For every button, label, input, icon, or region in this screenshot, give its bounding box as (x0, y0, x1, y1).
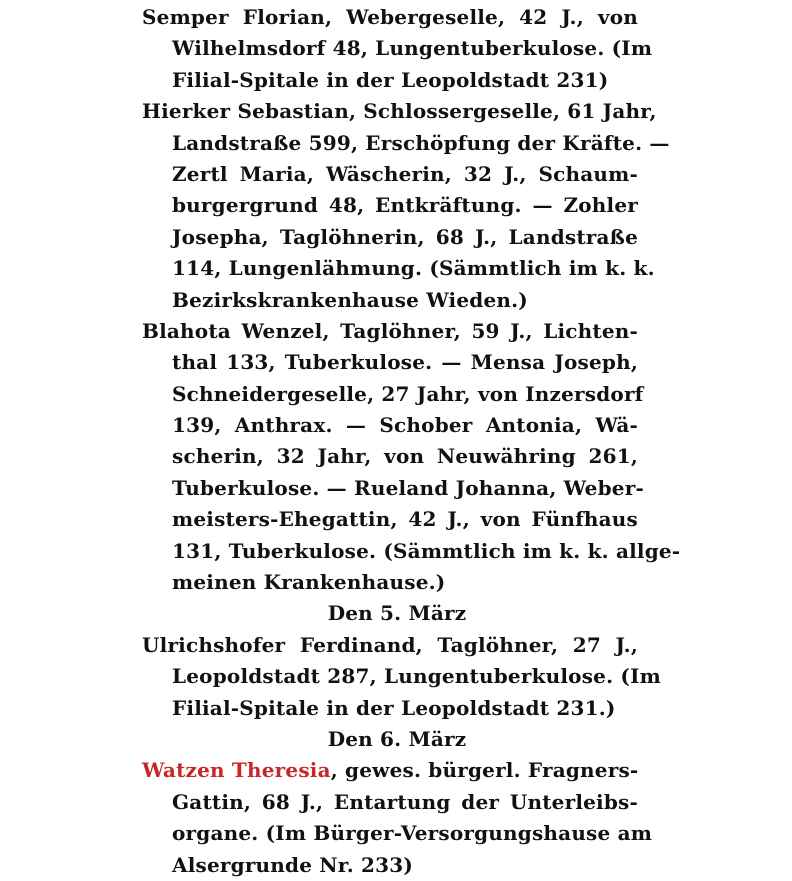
register-entry (142, 2, 653, 96)
entry-line: Schneidergeselle, 27 Jahr, von Inzersdorf (172, 381, 644, 406)
register-entry (142, 316, 681, 599)
entry-line: Landstraße 599, Erschöpfung der Kräfte. — (172, 130, 670, 155)
entry-line: organe. (Im Bürger-Versorgungshause am (172, 821, 653, 846)
register-entry (142, 96, 670, 316)
register-entry (142, 755, 653, 881)
register-entry (142, 630, 661, 724)
entry-line: burgergrund 48, Entkräftung. — Zohler (172, 193, 638, 218)
entry-line: meisters-Ehegattin, 42 J., von Fünfhaus (172, 507, 638, 532)
entry-line: Zertl Maria, Wäscherin, 32 J., Schaum- (172, 161, 638, 186)
entry-line: Blahota Wenzel, Taglöhner, 59 J., Lichten- (142, 318, 638, 343)
entry-line-text: , gewes. bürgerl. Fragners- (330, 758, 639, 783)
entry-line: meinen Krankenhause.) (172, 570, 446, 595)
entry-line: Josepha, Taglöhnerin, 68 J., Landstraße (172, 224, 638, 249)
entry-line: Filial-Spitale in der Leopoldstadt 231.) (172, 695, 616, 720)
entry-line (142, 755, 638, 786)
entry-line: Filial-Spitale in der Leopoldstadt 231) (172, 67, 609, 92)
entry-line: 114, Lungenlähmung. (Sämmtlich im k. k. (172, 256, 655, 281)
entry-line: Semper Florian, Webergeselle, 42 J., von (142, 5, 638, 29)
highlighted-name: Watzen Theresia (142, 758, 331, 783)
entry-line: Bezirkskrankenhause Wieden.) (172, 287, 528, 312)
date-heading: Den 6. März (327, 726, 467, 751)
entry-line: 131, Tuberkulose. (Sämmtlich im k. k. allge- (172, 538, 681, 563)
entry-line: Tuberkulose. — Rueland Johanna, Weber- (172, 475, 644, 500)
entry-line: Hierker Sebastian, Schlossergeselle, 61 Jahr, (142, 99, 657, 124)
entry-line: Gattin, 68 J., Entartung der Unterleibs- (172, 789, 638, 814)
date-heading: Den 5. März (327, 601, 467, 626)
death-register-column (142, 2, 681, 881)
entry-line: Wilhelmsdorf 48, Lungentuberkulose. (Im (172, 36, 653, 61)
entry-line: 139, Anthrax. — Schober Antonia, Wä- (172, 413, 638, 438)
entry-line: scherin, 32 Jahr, von Neuwähring 261, (172, 444, 638, 469)
entry-line: thal 133, Tuberkulose. — Mensa Joseph, (172, 350, 638, 375)
entry-line: Leopoldstadt 287, Lungentuberkulose. (Im (172, 664, 661, 689)
entry-line: Ulrichshofer Ferdinand, Taglöhner, 27 J., (142, 632, 638, 657)
entry-line: Alsergrunde Nr. 233) (172, 852, 414, 877)
